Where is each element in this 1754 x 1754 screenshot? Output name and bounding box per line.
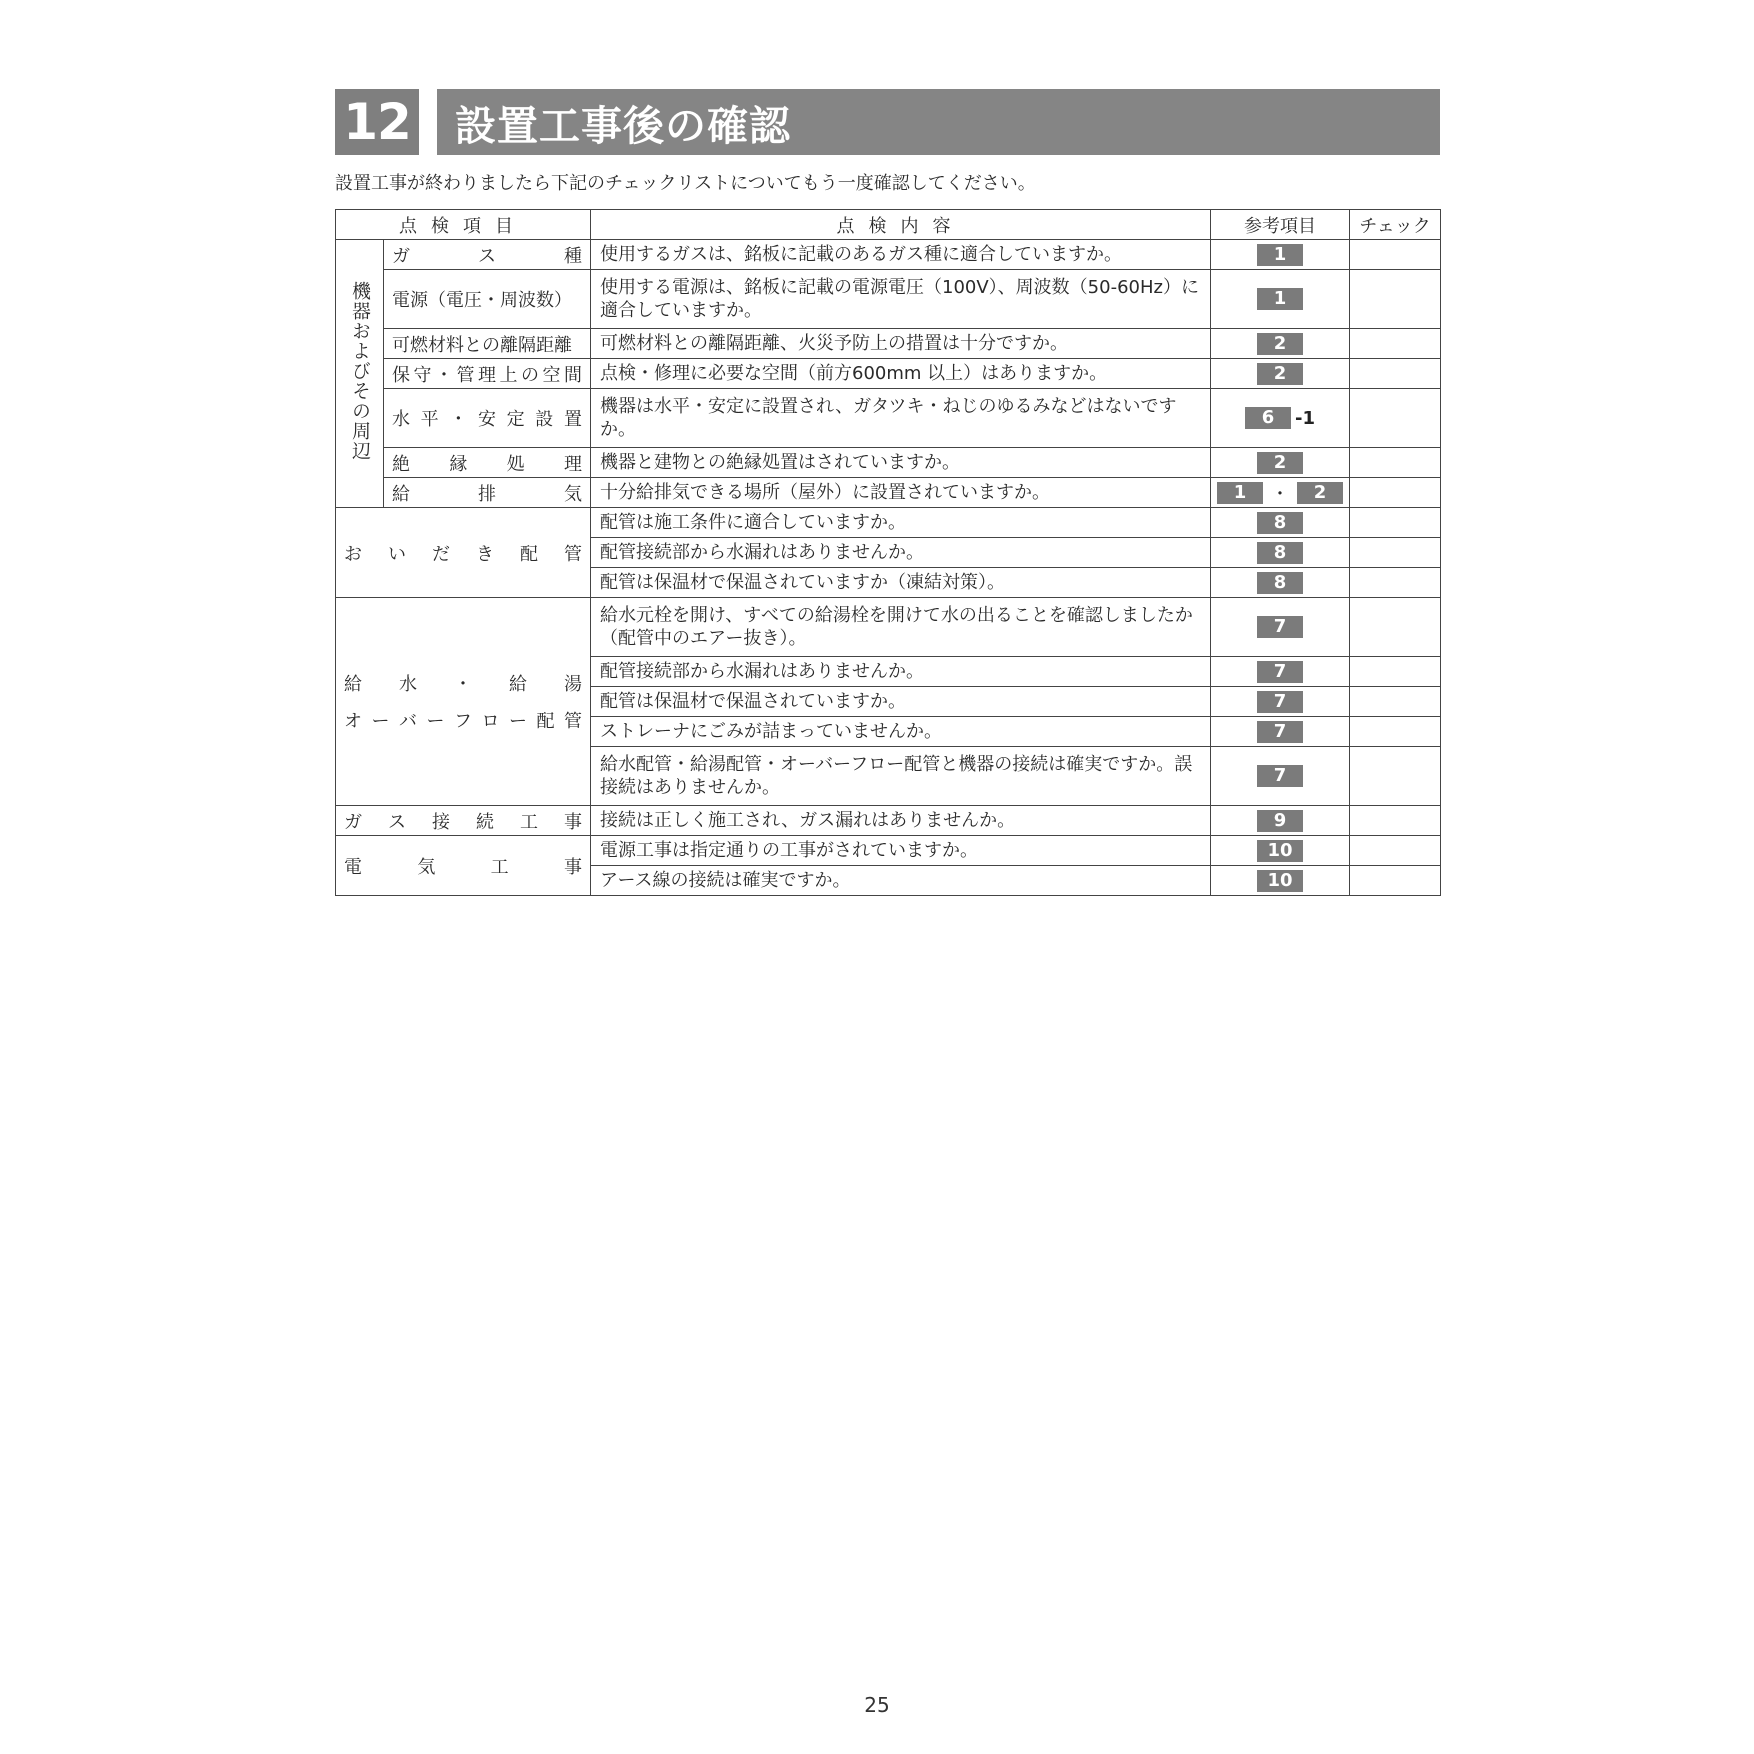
group-label-kyusui: 給 水 ・ 給 湯 オ ー バ ー フ ロ ー 配 管 xyxy=(336,598,591,806)
table-header-row xyxy=(336,210,1441,240)
table-row xyxy=(336,836,1441,866)
table-row xyxy=(336,806,1441,836)
ref-badge: 10 xyxy=(1257,870,1303,892)
item-label: 絶 縁 処 理 xyxy=(384,448,591,478)
check-box[interactable] xyxy=(1350,389,1441,448)
ref-badge: 7 xyxy=(1257,721,1303,743)
intro-text: 設置工事が終わりましたら下記のチェックリストについてもう一度確認してください。 xyxy=(335,173,1036,194)
ref-badge: 8 xyxy=(1257,512,1303,534)
check-content: 電源工事は指定通りの工事がされていますか。 xyxy=(591,836,1211,866)
table-row xyxy=(336,478,1441,508)
item-label: ガ ス 種 xyxy=(384,240,591,270)
item-label: 電源（電圧・周波数） xyxy=(384,270,591,329)
check-box[interactable] xyxy=(1350,478,1441,508)
check-content: 接続は正しく施工され、ガス漏れはありませんか。 xyxy=(591,806,1211,836)
ref-badge: 2 xyxy=(1257,363,1303,385)
ref-badge: 6 xyxy=(1245,407,1291,429)
check-content: 使用するガスは、銘板に記載のあるガス種に適合していますか。 xyxy=(591,240,1211,270)
table-row xyxy=(336,448,1441,478)
ref-badge: 10 xyxy=(1257,840,1303,862)
ref-cell xyxy=(1211,270,1350,329)
header-content: 点検内容 xyxy=(591,210,1211,240)
ref-cell xyxy=(1211,717,1350,747)
group-label-denki: 電 気 工 事 xyxy=(336,836,591,896)
ref-badge: 7 xyxy=(1257,661,1303,683)
ref-suffix: -1 xyxy=(1295,407,1315,429)
ref-badge: 7 xyxy=(1257,616,1303,638)
check-content: アース線の接続は確実ですか。 xyxy=(591,866,1211,896)
check-box[interactable] xyxy=(1350,359,1441,389)
table-row xyxy=(336,270,1441,329)
ref-cell xyxy=(1211,538,1350,568)
ref-badge: 7 xyxy=(1257,765,1303,787)
ref-cell xyxy=(1211,478,1350,508)
check-content: 配管接続部から水漏れはありませんか。 xyxy=(591,657,1211,687)
ref-cell xyxy=(1211,598,1350,657)
ref-cell xyxy=(1211,657,1350,687)
section-number: 12 xyxy=(335,89,419,155)
ref-cell xyxy=(1211,568,1350,598)
check-content: 機器は水平・安定に設置され、ガタツキ・ねじのゆるみなどはないですか。 xyxy=(591,389,1211,448)
ref-badge: 8 xyxy=(1257,542,1303,564)
check-box[interactable] xyxy=(1350,836,1441,866)
ref-badge: 1 xyxy=(1217,482,1263,504)
check-box[interactable] xyxy=(1350,270,1441,329)
page-number: 25 xyxy=(864,1693,890,1717)
table-row xyxy=(336,240,1441,270)
table-row xyxy=(336,598,1441,657)
header-check: チェック xyxy=(1350,210,1441,240)
check-content: ストレーナにごみが詰まっていませんか。 xyxy=(591,717,1211,747)
check-box[interactable] xyxy=(1350,329,1441,359)
check-box[interactable] xyxy=(1350,448,1441,478)
ref-cell xyxy=(1211,389,1350,448)
table-row xyxy=(336,359,1441,389)
check-box[interactable] xyxy=(1350,240,1441,270)
check-box[interactable] xyxy=(1350,657,1441,687)
group-label-kiki: 機器およびその周辺 xyxy=(336,240,384,508)
ref-badge: 2 xyxy=(1297,482,1343,504)
ref-cell xyxy=(1211,240,1350,270)
ref-badge: 1 xyxy=(1257,244,1303,266)
check-box[interactable] xyxy=(1350,806,1441,836)
ref-cell xyxy=(1211,329,1350,359)
item-label: 給 排 気 xyxy=(384,478,591,508)
check-content: 配管接続部から水漏れはありませんか。 xyxy=(591,538,1211,568)
check-content: 配管は施工条件に適合していますか。 xyxy=(591,508,1211,538)
ref-cell xyxy=(1211,508,1350,538)
item-label: 保 守 ・ 管 理 上 の 空 間 xyxy=(384,359,591,389)
check-box[interactable] xyxy=(1350,866,1441,896)
ref-cell xyxy=(1211,836,1350,866)
check-box[interactable] xyxy=(1350,687,1441,717)
ref-cell xyxy=(1211,687,1350,717)
group-label-gas: ガ ス 接 続 工 事 xyxy=(336,806,591,836)
ref-cell xyxy=(1211,747,1350,806)
section-header xyxy=(335,89,1440,155)
ref-cell xyxy=(1211,359,1350,389)
ref-badge: 2 xyxy=(1257,452,1303,474)
check-box[interactable] xyxy=(1350,747,1441,806)
ref-badge: 7 xyxy=(1257,691,1303,713)
check-box[interactable] xyxy=(1350,717,1441,747)
check-content: 可燃材料との離隔距離、火災予防上の措置は十分ですか。 xyxy=(591,329,1211,359)
section-title: 設置工事後の確認 xyxy=(437,89,1440,155)
check-box[interactable] xyxy=(1350,568,1441,598)
check-content: 配管は保温材で保温されていますか。 xyxy=(591,687,1211,717)
table-row xyxy=(336,329,1441,359)
check-box[interactable] xyxy=(1350,538,1441,568)
check-content: 点検・修理に必要な空間（前方600mm 以上）はありますか。 xyxy=(591,359,1211,389)
item-label: 可燃材料との離隔距離 xyxy=(384,329,591,359)
check-box[interactable] xyxy=(1350,508,1441,538)
header-item: 点検項目 xyxy=(336,210,591,240)
ref-badge: 1 xyxy=(1257,288,1303,310)
ref-badge: 8 xyxy=(1257,572,1303,594)
group-label-oidaki: お い だ き 配 管 xyxy=(336,508,591,598)
check-content: 給水配管・給湯配管・オーバーフロー配管と機器の接続は確実ですか。誤接続はありませんか。 xyxy=(591,747,1211,806)
check-content: 機器と建物との絶縁処置はされていますか。 xyxy=(591,448,1211,478)
item-label: 水 平 ・ 安 定 設 置 xyxy=(384,389,591,448)
ref-cell xyxy=(1211,806,1350,836)
ref-separator: ・ xyxy=(1271,483,1289,505)
ref-cell xyxy=(1211,448,1350,478)
table-row xyxy=(336,508,1441,538)
ref-badge: 9 xyxy=(1257,810,1303,832)
header-ref: 参考項目 xyxy=(1211,210,1350,240)
ref-cell xyxy=(1211,866,1350,896)
ref-badge: 2 xyxy=(1257,333,1303,355)
check-content: 十分給排気できる場所（屋外）に設置されていますか。 xyxy=(591,478,1211,508)
check-box[interactable] xyxy=(1350,598,1441,657)
checklist-table xyxy=(335,209,1441,896)
check-content: 給水元栓を開け、すべての給湯栓を開けて水の出ることを確認しましたか（配管中のエアー抜き）。 xyxy=(591,598,1211,657)
check-content: 使用する電源は、銘板に記載の電源電圧（100V）、周波数（50-60Hz）に適合していますか。 xyxy=(591,270,1211,329)
table-row xyxy=(336,389,1441,448)
check-content: 配管は保温材で保温されていますか（凍結対策）。 xyxy=(591,568,1211,598)
